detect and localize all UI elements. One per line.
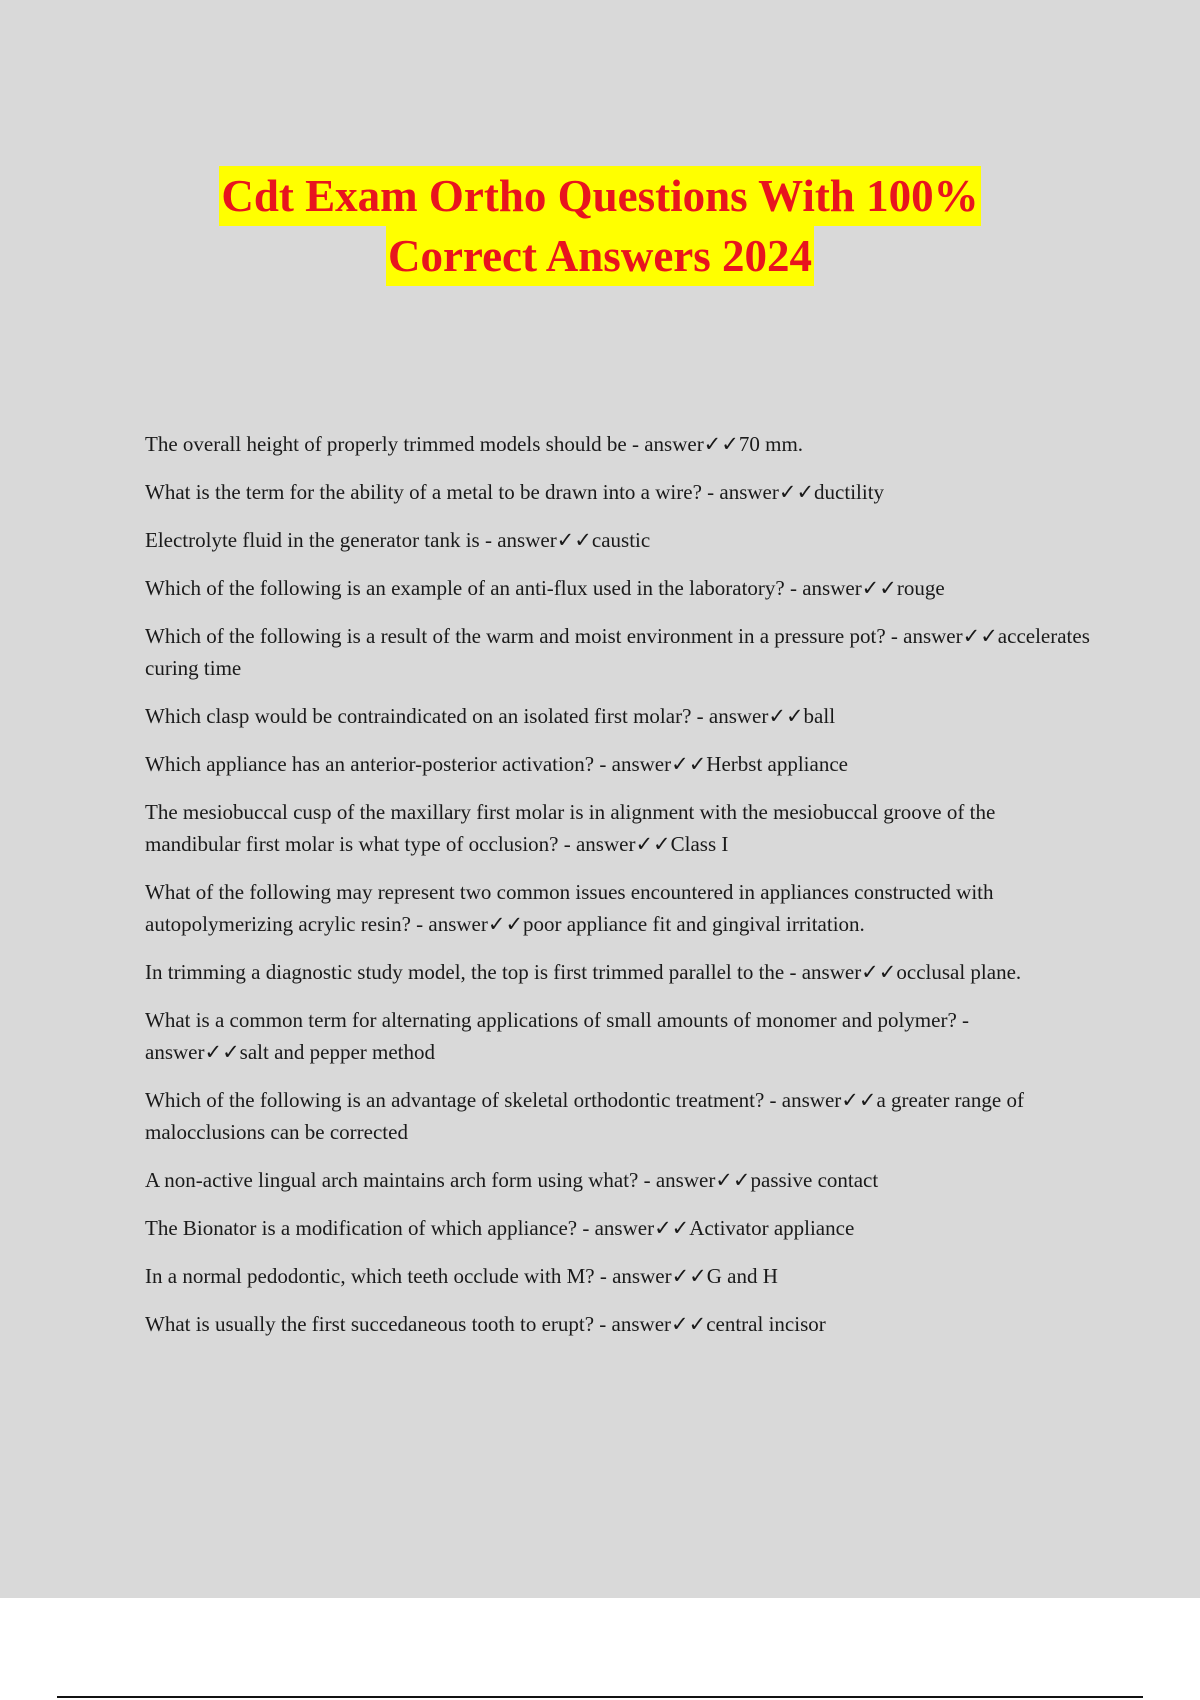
qa-item-13: A non-active lingual arch maintains arch form using what? - answer✓✓passive contact — [145, 1168, 879, 1192]
qa-item-12: Which of the following is an advantage of skeletal orthodontic treatment? - answer✓✓a greater range of malocclusions can be corrected — [145, 1088, 1024, 1144]
document-title — [0, 166, 1200, 286]
qa-item-2: What is the term for the ability of a metal to be drawn into a wire? - answer✓✓ductility — [145, 480, 885, 504]
qa-item-1: The overall height of properly trimmed models should be - answer✓✓70 mm. — [145, 432, 804, 456]
qa-item-6: Which clasp would be contraindicated on an isolated first molar? - answer✓✓ball — [145, 704, 836, 728]
qa-item-10: In trimming a diagnostic study model, the top is first trimmed parallel to the - answer✓✓occlusal plane. — [145, 960, 1022, 984]
qa-item-3: Electrolyte fluid in the generator tank is - answer✓✓caustic — [145, 528, 651, 552]
qa-item-15: In a normal pedodontic, which teeth occlude with M? - answer✓✓G and H — [145, 1264, 778, 1288]
qa-item-9: What of the following may represent two common issues encountered in appliances constructed with autopolymerizing acrylic resin? - answer✓✓poor appliance fit and gingival irritation. — [145, 880, 994, 936]
question-answer-list — [145, 428, 1095, 1356]
qa-item-8: The mesiobuccal cusp of the maxillary first molar is in alignment with the mesiobuccal groove of the mandibular first molar is what type of occlusion? - answer✓✓Class I — [145, 800, 996, 856]
qa-item-11: What is a common term for alternating applications of small amounts of monomer and polymer? - answer✓✓salt and pepper method — [145, 1008, 970, 1064]
footer-divider — [57, 1696, 1143, 1698]
qa-item-16: What is usually the first succedaneous tooth to erupt? - answer✓✓central incisor — [145, 1312, 826, 1336]
qa-item-5: Which of the following is a result of the warm and moist environment in a pressure pot? - answer✓✓accelerates curing time — [145, 624, 1090, 680]
qa-item-14: The Bionator is a modification of which appliance? - answer✓✓Activator appliance — [145, 1216, 855, 1240]
title-line-2: Correct Answers 2024 — [386, 226, 814, 286]
qa-item-7: Which appliance has an anterior-posterior activation? - answer✓✓Herbst appliance — [145, 752, 848, 776]
qa-item-4: Which of the following is an example of an anti-flux used in the laboratory? - answer✓✓rouge — [145, 576, 945, 600]
title-line-1: Cdt Exam Ortho Questions With 100% — [219, 166, 980, 226]
